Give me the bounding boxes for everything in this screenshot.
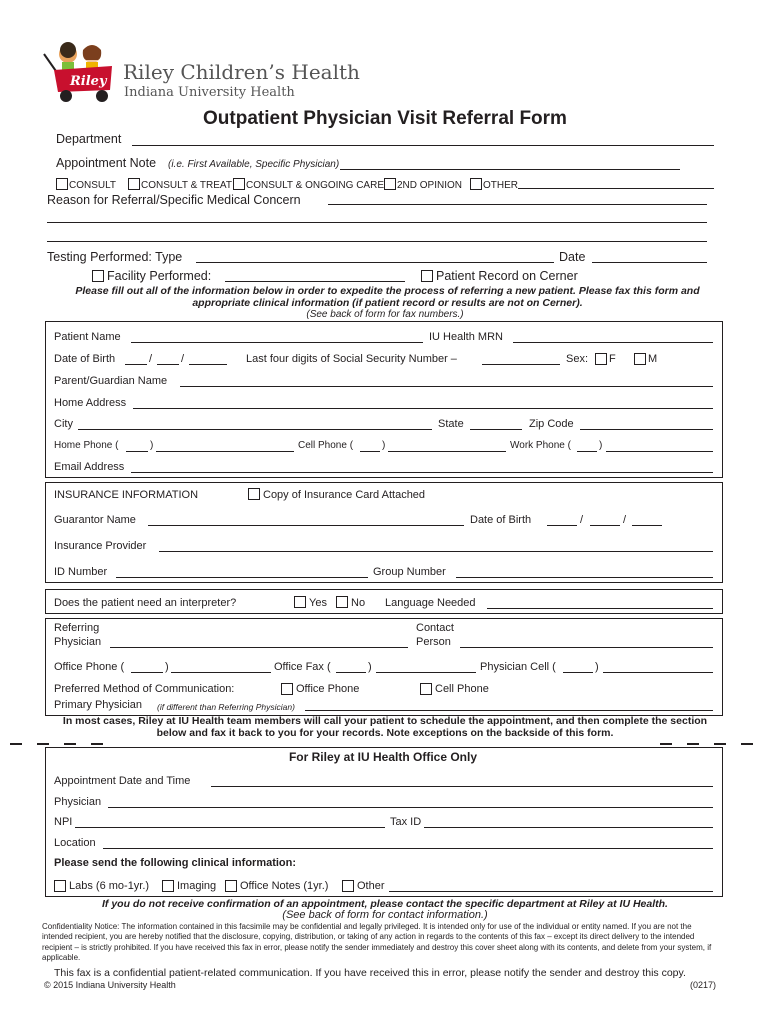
office-only-heading: For Riley at IU Health Office Only [288, 750, 478, 764]
office-phone-area[interactable] [131, 672, 163, 673]
send-info-label: Please send the following clinical information: [54, 857, 297, 869]
dob-day[interactable] [157, 364, 179, 365]
sex-m-label: M [648, 353, 658, 365]
office-other-checkbox[interactable] [342, 880, 354, 892]
copyright: © 2015 Indiana University Health [44, 980, 176, 990]
department-label: Department [56, 132, 122, 146]
confidentiality-notice: Confidentiality Notice: The information contained in this facsimile may be confidential and legally privileged. It is intended only for use of the individual or entity named. If you are not the intended recipient, you are hereby notified that the disclosure, copying, distribution, or taking of any action in regards to the contents of this fax – except its direct delivery to the intended recipient – is strictly prohibited. If you have received this fax in error, please notify the sender immediately and destroy this cover sheet along with its contents, and delete from your system, if applicable. [42, 922, 712, 963]
preferred-office-phone-label: Office Phone [296, 683, 360, 695]
primary-physician-label: Primary Physician [54, 699, 143, 711]
testing-label: Testing Performed: Type [47, 250, 183, 264]
email-label: Email Address [54, 461, 125, 473]
referring-label: Referring [54, 622, 100, 634]
dob-slash-2: / [181, 353, 185, 365]
labs-label: Labs (6 mo-1yr.) [69, 880, 150, 892]
office-fax-area[interactable] [336, 672, 366, 673]
imaging-label: Imaging [177, 880, 217, 892]
dob-year[interactable] [189, 364, 227, 365]
ssn-field[interactable] [482, 364, 560, 365]
ssn-label: Last four digits of Social Security Number – [246, 353, 457, 365]
state-label: State [438, 418, 464, 430]
appointment-note-field[interactable] [340, 169, 680, 170]
physician-cell-field[interactable] [603, 672, 713, 673]
appointment-note-hint: (i.e. First Available, Specific Physician) [168, 159, 340, 170]
office-fax-close: ) [368, 661, 372, 673]
other-label: OTHER [483, 180, 518, 191]
cut-line-dash [660, 743, 672, 745]
office-physician-field[interactable] [108, 807, 713, 808]
guardian-label: Parent/Guardian Name [54, 375, 168, 387]
cell-phone-label: Cell Phone ( [298, 440, 354, 451]
preferred-label: Preferred Method of Communication: [54, 683, 235, 695]
confirm-text: If you do not receive confirmation of an appointment, please contact the specific department at Riley at IU Health. [102, 898, 668, 910]
cell-phone-area[interactable] [360, 451, 380, 452]
work-phone-label: Work Phone ( [510, 440, 571, 451]
brand-name: Riley Children’s Health [123, 60, 360, 84]
reason-field-2[interactable] [47, 222, 707, 223]
guarantor-dob-month[interactable] [547, 525, 577, 526]
office-phone-label: Office Phone ( [54, 661, 125, 673]
date-field[interactable] [592, 262, 707, 263]
office-physician-label: Physician [54, 796, 102, 808]
cut-line-dash [687, 743, 699, 745]
reason-field-1[interactable] [328, 204, 707, 205]
guarantor-dob-year[interactable] [632, 525, 662, 526]
physician-cell-label: Physician Cell ( [480, 661, 556, 673]
cerner-label: Patient Record on Cerner [436, 269, 578, 283]
consult-ongoing-checkbox[interactable] [233, 178, 245, 190]
cut-line-dash [37, 743, 49, 745]
preferred-cell-phone-checkbox[interactable] [420, 683, 432, 695]
patient-name-field[interactable] [131, 342, 423, 343]
guardian-field[interactable] [180, 386, 713, 387]
home-phone-area[interactable] [126, 451, 148, 452]
home-phone-close: ) [150, 440, 154, 451]
facility-field[interactable] [225, 281, 405, 282]
tax-label: Tax ID [390, 816, 422, 828]
language-field[interactable] [487, 608, 713, 609]
consult-treat-checkbox[interactable] [128, 178, 140, 190]
labs-checkbox[interactable] [54, 880, 66, 892]
schedule-notice: In most cases, Riley at IU Health team members will call your patient to schedule the appointment, and then complete the section below and fax it back to you for your records. Note exceptions on the backside of this form. [62, 715, 708, 739]
consult-checkbox[interactable] [56, 178, 68, 190]
address-label: Home Address [54, 397, 127, 409]
office-notes-label: Office Notes (1yr.) [240, 880, 329, 892]
id-field[interactable] [116, 577, 368, 578]
contact-person-field[interactable] [460, 647, 713, 648]
state-field[interactable] [470, 429, 522, 430]
npi-label: NPI [54, 816, 73, 828]
wagon-label: Riley [70, 74, 107, 89]
sex-m-checkbox[interactable] [634, 353, 646, 365]
form-code: (0217) [690, 980, 717, 990]
insurance-heading: INSURANCE INFORMATION [54, 489, 199, 501]
group-field[interactable] [456, 577, 713, 578]
interpreter-no-label: No [351, 597, 366, 609]
work-phone-field[interactable] [606, 451, 713, 452]
address-field[interactable] [133, 408, 713, 409]
insurance-copy-label: Copy of Insurance Card Attached [263, 489, 426, 501]
cut-line-dash [714, 743, 726, 745]
guarantor-field[interactable] [148, 525, 464, 526]
other-checkbox[interactable] [470, 178, 482, 190]
preferred-office-phone-checkbox[interactable] [281, 683, 293, 695]
other-field[interactable] [518, 188, 714, 189]
imaging-checkbox[interactable] [162, 880, 174, 892]
preferred-cell-phone-label: Cell Phone [435, 683, 489, 695]
email-field[interactable] [131, 472, 713, 473]
fax-notice: This fax is a confidential patient-related communication. If you have received this in error, please notify the sender and destroy this copy. [54, 967, 686, 979]
facility-label: Facility Performed: [107, 269, 212, 283]
referring-section [45, 618, 723, 716]
dob-label: Date of Birth [54, 353, 116, 365]
work-phone-area[interactable] [577, 451, 597, 452]
guarantor-dob-slash-1: / [580, 514, 584, 526]
primary-physician-field[interactable] [305, 710, 713, 711]
id-label: ID Number [54, 566, 108, 578]
location-field[interactable] [103, 848, 713, 849]
sex-label: Sex: [566, 353, 589, 365]
testing-field[interactable] [196, 262, 554, 263]
city-label: City [54, 418, 73, 430]
cut-line-dash [64, 743, 76, 745]
physician-cell-close: ) [595, 661, 599, 673]
date-label: Date [559, 250, 586, 264]
referring-physician-label: Physician [54, 636, 102, 648]
second-opinion-label: 2ND OPINION [397, 180, 463, 191]
interpreter-yes-label: Yes [309, 597, 327, 609]
reason-field-3[interactable] [47, 241, 707, 242]
sex-f-checkbox[interactable] [595, 353, 607, 365]
primary-physician-hint: (if different than Referring Physician) [157, 702, 295, 712]
instruction-text: Please fill out all of the information below in order to expedite the process of referring a new patient. Please fax this form and appropriate clinical information (if patient record or results are not on Cerner). [75, 285, 700, 309]
patient-name-label: Patient Name [54, 331, 121, 343]
insurance-copy-checkbox[interactable] [248, 488, 260, 500]
city-field[interactable] [78, 429, 432, 430]
npi-field[interactable] [75, 827, 385, 828]
cell-phone-field[interactable] [388, 451, 506, 452]
group-label: Group Number [373, 566, 446, 578]
cerner-checkbox[interactable] [421, 270, 433, 282]
cell-phone-close: ) [382, 440, 386, 451]
see-back-contact: (See back of form for contact information.) [282, 909, 488, 921]
guarantor-dob-day[interactable] [590, 525, 620, 526]
brand-subname: Indiana University Health [124, 85, 295, 100]
cut-line-dash [91, 743, 103, 745]
mrn-field[interactable] [513, 342, 713, 343]
contact-person-label: Person [416, 636, 451, 648]
sex-f-label: F [609, 353, 616, 365]
page-title: Outpatient Physician Visit Referral Form [203, 108, 567, 129]
appt-label: Appointment Date and Time [54, 775, 191, 787]
work-phone-close: ) [599, 440, 603, 451]
home-phone-label: Home Phone ( [54, 440, 119, 451]
guarantor-dob-slash-2: / [623, 514, 627, 526]
appointment-note-label: Appointment Note [56, 156, 157, 170]
office-phone-close: ) [165, 661, 169, 673]
physician-cell-area[interactable] [563, 672, 593, 673]
office-only-section [45, 747, 723, 897]
guarantor-label: Guarantor Name [54, 514, 136, 526]
office-phone-field[interactable] [171, 672, 271, 673]
tax-field[interactable] [424, 827, 713, 828]
second-opinion-checkbox[interactable] [384, 178, 396, 190]
appt-field[interactable] [211, 786, 713, 787]
office-notes-checkbox[interactable] [225, 880, 237, 892]
zip-field[interactable] [580, 429, 713, 430]
guarantor-dob-label: Date of Birth [470, 514, 532, 526]
cut-line-dash [741, 743, 753, 745]
home-phone-field[interactable] [156, 451, 294, 452]
consult-label: CONSULT [69, 180, 117, 191]
mrn-label: IU Health MRN [429, 331, 503, 343]
provider-label: Insurance Provider [54, 540, 147, 552]
cut-line-dash [10, 743, 22, 745]
facility-checkbox[interactable] [92, 270, 104, 282]
office-other-field[interactable] [389, 891, 713, 892]
referring-physician-field[interactable] [110, 647, 408, 648]
riley-logo [40, 40, 120, 104]
dob-slash-1: / [149, 353, 153, 365]
contact-label: Contact [416, 622, 454, 634]
interpreter-yes-checkbox[interactable] [294, 596, 306, 608]
language-label: Language Needed [385, 597, 476, 609]
office-other-label: Other [357, 880, 385, 892]
dob-month[interactable] [125, 364, 147, 365]
department-field[interactable] [132, 145, 714, 146]
provider-field[interactable] [159, 551, 713, 552]
interpreter-no-checkbox[interactable] [336, 596, 348, 608]
office-fax-field[interactable] [376, 672, 476, 673]
interpreter-question: Does the patient need an interpreter? [54, 597, 237, 609]
office-fax-label: Office Fax ( [274, 661, 331, 673]
zip-label: Zip Code [529, 418, 574, 430]
see-back-fax: (See back of form for fax numbers.) [306, 309, 464, 320]
reason-label: Reason for Referral/Specific Medical Concern [47, 193, 301, 207]
consult-treat-label: CONSULT & TREAT [141, 180, 232, 191]
location-label: Location [54, 837, 96, 849]
consult-ongoing-label: CONSULT & ONGOING CARE [246, 180, 384, 191]
patient-section [45, 321, 723, 478]
